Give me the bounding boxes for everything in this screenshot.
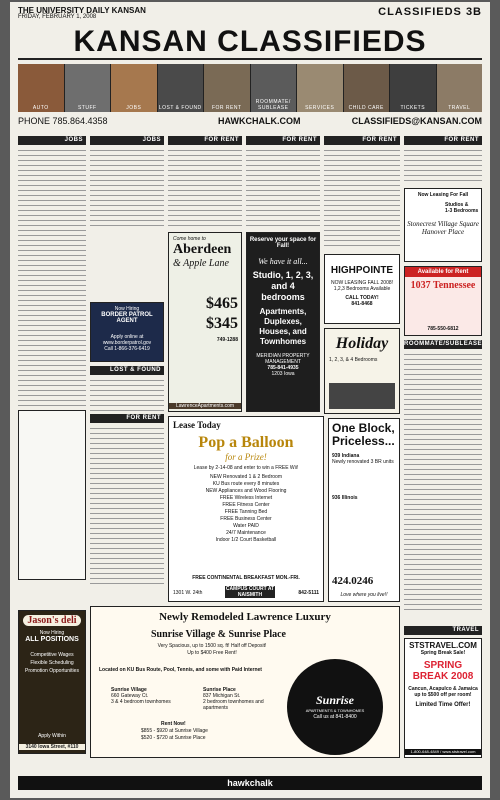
sunrise-rent-now: Rent Now! <box>161 721 186 727</box>
sunrise-brand-sub: APARTMENTS & TOWNHOMES <box>305 708 365 713</box>
for-rent-header-3: FOR RENT <box>324 136 400 145</box>
spring-break-sale: Spring Break Sale! <box>420 650 466 656</box>
category-roommate[interactable]: ROOMMATE/ SUBLEASE <box>251 64 297 112</box>
campus-court-lease-today: Lease Today <box>173 420 221 430</box>
sunrise-place-rent: $520 - $720 at Sunrise Place <box>141 735 206 741</box>
aberdeen-ad[interactable] <box>168 232 242 412</box>
border-patrol-site[interactable]: www.borderpatrol.gov <box>102 340 152 346</box>
spring-break-destinations: Cancun, Acapulco & Jamaica up to $500 off per room! <box>408 686 478 698</box>
jasons-deli-ad[interactable] <box>18 610 86 754</box>
sunrise-phone: Call us at 841-8400 <box>313 714 357 720</box>
jasons-all-positions: ALL POSITIONS <box>25 636 79 643</box>
rent-listings-column-2 <box>246 148 320 228</box>
highpointe-call: CALL TODAY! <box>345 295 379 301</box>
aberdeen-site[interactable]: LawrenceApartments.com <box>169 403 241 409</box>
highpointe-spec: 1,2,3 Bedrooms Available <box>333 286 391 292</box>
sunrise-brand: Sunrise <box>315 693 355 707</box>
lost-found-listings <box>90 378 164 412</box>
sts-travel-site[interactable]: STSTRAVEL.COM <box>409 641 477 650</box>
section-label: CLASSIFIEDS 3B <box>378 6 482 18</box>
for-rent-header-5: FOR RENT <box>90 414 164 423</box>
highpointe-ad[interactable] <box>324 254 400 324</box>
sunrise-village-rent: $855 - $920 at Sunrise Village <box>141 728 208 734</box>
campus-court-address: 1301 W. 24th <box>173 590 203 596</box>
aberdeen-price-1: $465 <box>206 295 238 312</box>
spring-break-limited: Limited Time Offer! <box>415 702 471 708</box>
jasons-apply: Apply Within <box>38 733 66 739</box>
sunrise-place-desc: 2 bedroom townhomes and apartments <box>203 699 264 711</box>
stonecrest-name: Stonecrest Village Square Hanover Place <box>407 220 479 236</box>
campus-court-prize: for a Prize! <box>225 452 267 462</box>
sunrise-sun-logo <box>287 659 383 755</box>
masthead-topline <box>18 6 482 20</box>
one-block-headline: One Block, Priceless... <box>332 421 395 448</box>
jobs-listings-column-2 <box>90 148 164 230</box>
jobs-listings-column <box>18 148 86 406</box>
sunrise-deposit: Very Spacious, up to 1500 sq. ft! Half off Deposit! <box>157 643 267 649</box>
sunrise-village: Sunrise Village <box>111 687 147 693</box>
category-services[interactable]: SERVICES <box>297 64 343 112</box>
contact-site-link[interactable]: HAWKCHALK.COM <box>218 116 301 126</box>
campus-court-logo: CAMPUS COURT AT NAISMITH <box>225 586 275 598</box>
contact-email-link[interactable]: CLASSIFIEDS@KANSAN.COM <box>351 116 482 126</box>
category-lost-found[interactable]: LOST & FOUND <box>158 64 204 112</box>
reserve-property-types: Apartments, Duplexes, Houses, and Townhomes <box>259 307 307 346</box>
aberdeen-intro: Come home to <box>173 236 206 242</box>
tennessee-phone: 785-550-6812 <box>427 326 459 332</box>
sunrise-name: Sunrise Village & Sunrise Place <box>151 629 286 640</box>
border-patrol-apply: Apply online at <box>110 334 144 340</box>
category-photostrip <box>18 64 482 112</box>
roommate-header: ROOMMATE/SUBLEASE <box>404 341 483 347</box>
campus-court-pop-balloon: Pop a Balloon <box>198 434 294 451</box>
tennessee-ad[interactable] <box>404 266 482 336</box>
rent-listings-column-4 <box>404 148 482 184</box>
footer-hawkchalk-banner[interactable]: hawkchalk <box>18 776 482 790</box>
category-auto[interactable]: AUTO <box>18 64 64 112</box>
jobs-header-2: JOBS <box>90 136 164 145</box>
for-rent-header-4: FOR RENT <box>404 136 482 145</box>
jasons-address: 3140 Iowa Street, #110 <box>19 744 85 750</box>
holiday-specials-box <box>329 383 395 409</box>
one-block-illinois: 936 Illinois <box>332 495 358 501</box>
travel-header: TRAVEL <box>404 626 482 635</box>
category-travel[interactable]: TRAVEL <box>437 64 483 112</box>
one-block-phone: 424.0246 <box>332 575 374 587</box>
lost-found-header: LOST & FOUND <box>90 366 164 375</box>
rent-listings-column-5 <box>90 426 164 586</box>
jasons-perks: Competitive Wages Flexible Scheduling Promotion Opportunities <box>25 652 79 674</box>
sunrise-location: Located on KU Bus Route, Pool, Tennis, and some with Paid Internet <box>99 667 262 673</box>
campus-court-dates: Lease by 2-14-08 and enter to win a FREE Wii! <box>193 465 299 471</box>
contact-phone: PHONE 785.864.4358 <box>18 116 108 126</box>
stonecrest-ad[interactable] <box>404 188 482 262</box>
sunrise-place-address: 837 Michigan St. <box>203 693 241 699</box>
reserve-phone: 785-841-4935 <box>267 365 299 371</box>
sunrise-village-address: 660 Gateway Ct. <box>111 693 149 699</box>
reserve-tagline: We have it all... <box>258 257 308 266</box>
stonecrest-now-leasing: Now Leasing For Fall <box>417 192 469 198</box>
spring-break-logo: SPRING BREAK 2008 <box>412 660 474 682</box>
jasons-deli-logo: Jason's deli <box>23 615 81 626</box>
campus-court-perks: NEW Renovated 1 & 2 Bedroom KU Bus route every 8 minutes NEW Appliances and Wood Flooring FREE Wireless Internet FREE Fitness Center FREE Tanning Bed FREE Business Center Water PAID 24/7 Maintenance Indoor 1/2 Court Basketball <box>205 474 287 543</box>
roommate-listings <box>404 352 482 614</box>
paper-name: THE UNIVERSITY DAILY KANSAN <box>18 6 146 15</box>
jasons-now-hiring: Now Hiring <box>39 630 65 636</box>
contact-bar <box>18 114 482 130</box>
category-child-care[interactable]: CHILD CARE <box>344 64 390 112</box>
category-tickets[interactable]: TICKETS <box>390 64 436 112</box>
reserve-company: MERIDIAN PROPERTY MANAGEMENT <box>256 353 310 365</box>
rent-listings-column-1 <box>168 148 242 228</box>
border-patrol-phone: Call 1-866-376-6419 <box>104 346 150 352</box>
sunrise-free-rent: Up to $400 Free Rent! <box>187 650 237 656</box>
food-service-ad[interactable] <box>18 410 86 580</box>
aberdeen-price-2: $345 <box>206 315 238 332</box>
reserve-bedrooms: Studio, 1, 2, 3, and 4 bedrooms <box>252 270 314 302</box>
highpointe-phone: 841-8468 <box>351 301 373 307</box>
category-stuff[interactable]: STUFF <box>65 64 111 112</box>
meridian-reserve-ad[interactable] <box>246 232 320 412</box>
tennessee-available: Available for Rent <box>405 267 481 277</box>
sunrise-headline: Newly Remodeled Lawrence Luxury <box>159 611 331 623</box>
one-block-tagline: Love where you live!! <box>340 592 388 598</box>
border-patrol-ad[interactable] <box>90 302 164 362</box>
aberdeen-phone: 749-1288 <box>216 337 238 343</box>
apple-lane-name: & Apple Lane <box>173 258 229 269</box>
sunrise-village-desc: 3 & 4 bedroom townhomes <box>111 699 171 705</box>
campus-court-breakfast: FREE CONTINENTAL BREAKFAST MON.-FRI. <box>192 575 300 581</box>
page-number: 3B <box>465 6 482 18</box>
campus-court-phone: 842-5111 <box>298 590 319 596</box>
classifieds-page <box>10 2 490 798</box>
reserve-headline: Reserve your space for Fall! <box>249 237 317 249</box>
border-patrol-now-hiring: Now Hiring <box>114 306 140 312</box>
campus-court-ad[interactable] <box>168 416 324 602</box>
page-title: KANSAN CLASSIFIEDS <box>18 24 482 60</box>
highpointe-leasing: NOW LEASING FALL 2008! <box>330 280 394 286</box>
aberdeen-name: Aberdeen <box>173 242 232 257</box>
border-patrol-title: BORDER PATROL AGENT <box>101 312 153 324</box>
for-rent-header-2: FOR RENT <box>246 136 320 145</box>
sunrise-place: Sunrise Place <box>203 687 236 693</box>
rent-listings-column-3 <box>324 148 400 250</box>
category-jobs[interactable]: JOBS <box>111 64 157 112</box>
one-block-indiana-desc: Newly renovated 3 BR units <box>332 459 394 465</box>
tennessee-address: 1037 Tennessee <box>410 280 476 291</box>
highpointe-name: HIGHPOINTE <box>330 265 394 276</box>
holiday-spec: 1, 2, 3, & 4 Bedrooms <box>329 357 378 363</box>
spring-break-ad[interactable] <box>404 638 482 758</box>
one-block-indiana: 939 Indiana <box>332 453 360 459</box>
issue-date: FRIDAY, FEBRUARY 1, 2008 <box>18 14 97 20</box>
sunrise-ad[interactable] <box>90 606 400 758</box>
reserve-address: 1203 Iowa <box>271 371 295 377</box>
category-for-rent[interactable]: FOR RENT <box>204 64 250 112</box>
spring-break-phone: 1-800-648-4849 / www.ststravel.com <box>405 749 481 755</box>
stonecrest-bedrooms: 1-3 Bedrooms <box>445 208 479 214</box>
for-rent-header-1: FOR RENT <box>168 136 242 145</box>
holiday-name: Holiday <box>335 335 389 352</box>
one-block-ad[interactable] <box>328 418 400 602</box>
jobs-header: JOBS <box>18 136 86 145</box>
holiday-ad[interactable] <box>324 328 400 414</box>
stonecrest-studios: Studios & <box>445 202 469 208</box>
